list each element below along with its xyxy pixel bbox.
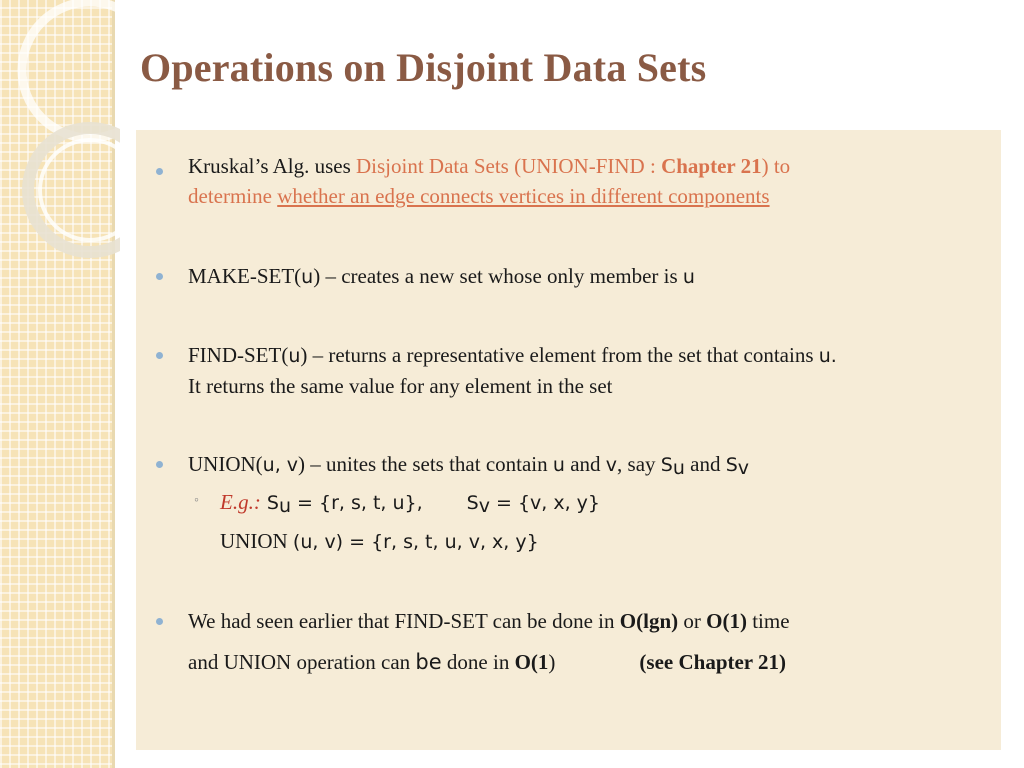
sub-bullet-icon: ◦ <box>194 493 199 508</box>
text: Kruskal’s Alg. uses <box>188 154 356 178</box>
bullet-make-set <box>188 261 988 292</box>
set-symbol: S <box>466 492 479 514</box>
text: ) – unites the sets that contain <box>298 452 553 476</box>
text: It returns the same value for any element in the set <box>188 374 613 398</box>
dds-text: Disjoint Data Sets (UNION-FIND : <box>356 154 662 178</box>
be: be <box>415 650 442 674</box>
text: ) <box>548 650 556 674</box>
v: v <box>605 454 618 476</box>
text: and <box>564 452 606 476</box>
text: FIND-SET( <box>188 343 289 367</box>
text: ) – creates a new set whose only member is <box>313 264 683 288</box>
text: or <box>678 609 707 633</box>
bullet-dot <box>156 461 163 468</box>
arg: u <box>301 266 314 288</box>
union-expr: (u, v) = {r, s, t, u, v, x, y} <box>292 531 539 553</box>
page-title: Operations on Disjoint Data Sets <box>140 45 707 90</box>
text: , say <box>617 452 661 476</box>
text: determine <box>188 184 278 208</box>
subscript: u <box>278 495 291 517</box>
bullet-complexity-line2 <box>188 647 988 677</box>
subscript: v <box>478 495 490 517</box>
content-panel <box>136 130 1001 750</box>
text: UNION( <box>188 452 263 476</box>
union-example <box>220 526 1020 557</box>
edge-link[interactable]: whether an edge connects vertices in different components <box>277 184 770 208</box>
bullet-dot <box>156 273 163 280</box>
text: ( <box>639 650 647 674</box>
arg: u <box>288 345 301 367</box>
decorative-circles-icon <box>0 0 120 300</box>
subscript: v <box>737 457 750 479</box>
olgn: O(lgn) <box>619 609 679 633</box>
args: u, v <box>262 454 299 476</box>
set-symbol: S <box>260 492 279 514</box>
bullet-dot <box>156 352 163 359</box>
o1: O(1) <box>706 609 747 633</box>
set-symbol: S <box>660 454 673 476</box>
text: ) – returns a representative element from the set that contains <box>300 343 819 367</box>
see-chapter: see Chapter 21 <box>646 650 779 674</box>
text: ) <box>779 650 786 674</box>
member: u <box>682 266 695 288</box>
chapter-ref: Chapter 21 <box>661 154 762 178</box>
u: u <box>552 454 565 476</box>
bullet-complexity <box>188 606 988 636</box>
bullet-kruskal <box>188 151 988 211</box>
set-v: = {v, x, y} <box>489 492 601 514</box>
subscript: u <box>672 457 685 479</box>
text: and UNION operation can <box>188 650 416 674</box>
text: done in <box>441 650 515 674</box>
set-symbol: S <box>725 454 738 476</box>
text: MAKE-SET( <box>188 264 302 288</box>
bullet-find-set <box>188 340 988 401</box>
text: UNION <box>220 529 293 553</box>
text: We had seen earlier that FIND-SET can be done in <box>188 609 620 633</box>
eg-label: E.g.: <box>220 490 261 514</box>
bullet-dot <box>156 168 163 175</box>
set-u: = {r, s, t, u}, <box>290 492 423 514</box>
text: ) to <box>761 154 791 178</box>
text: and <box>684 452 726 476</box>
example-line <box>220 487 1020 521</box>
bullet-union <box>188 449 988 483</box>
member: u. <box>818 345 837 367</box>
o1b: O(1 <box>514 650 549 674</box>
bullet-dot <box>156 618 163 625</box>
text: time <box>746 609 790 633</box>
